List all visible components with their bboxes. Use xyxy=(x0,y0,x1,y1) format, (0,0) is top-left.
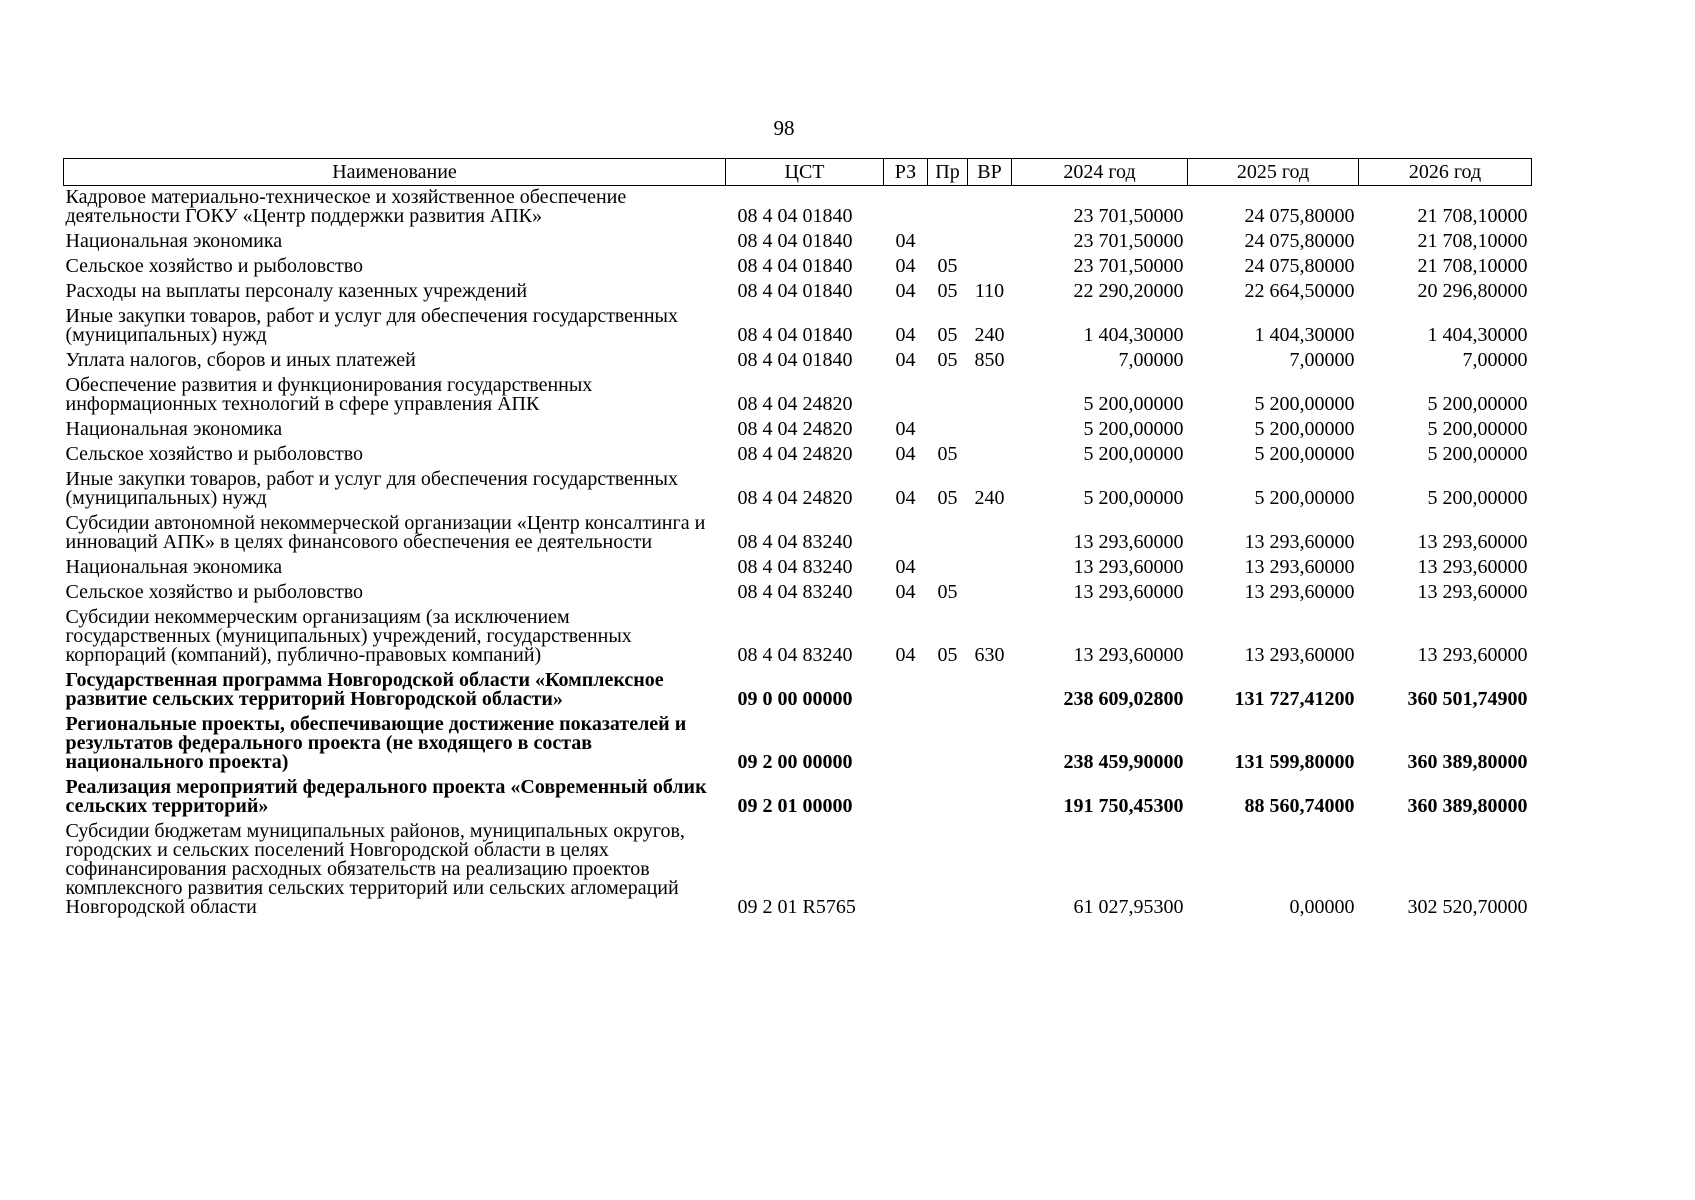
row-vr xyxy=(968,418,1012,443)
row-rz: 04 xyxy=(895,443,916,465)
row-2024: 5 200,00000 xyxy=(1083,487,1184,509)
row-2024: 13 293,60000 xyxy=(1073,581,1184,603)
row-2025: 5 200,00000 xyxy=(1254,393,1355,415)
row-2026: 5 200,00000 xyxy=(1427,393,1528,415)
header-cst: ЦСТ xyxy=(726,159,884,186)
row-2026: 5 200,00000 xyxy=(1427,418,1528,440)
row-vr xyxy=(968,230,1012,255)
row-2025: 7,00000 xyxy=(1289,349,1355,371)
row-2024: 23 701,50000 xyxy=(1073,255,1184,277)
row-2025: 13 293,60000 xyxy=(1244,644,1355,666)
row-vr: 240 xyxy=(974,487,1005,509)
row-2025: 13 293,60000 xyxy=(1244,531,1355,553)
row-2024: 5 200,00000 xyxy=(1083,418,1184,440)
row-cst: 08 4 04 24820 xyxy=(737,487,853,509)
row-2025: 22 664,50000 xyxy=(1244,280,1355,302)
row-rz: 04 xyxy=(895,581,916,603)
table-row xyxy=(64,418,1532,443)
table-row xyxy=(64,230,1532,255)
row-pr xyxy=(928,230,968,255)
row-cst: 09 2 01 00000 xyxy=(737,795,853,817)
row-name: Субсидии бюджетам муниципальных районов, муниципальных округов, городских и сельских поселений Новгородской области в целях софинансирования расходных обязательств на реализацию проектов комплексного развития сельских территорий или сельских агломераций Новгородской области xyxy=(65,820,685,918)
row-2024: 238 609,02800 xyxy=(1063,688,1184,710)
row-2025: 13 293,60000 xyxy=(1244,581,1355,603)
header-2025: 2025 год xyxy=(1188,159,1359,186)
row-name: Национальная экономика xyxy=(65,230,283,252)
row-pr: 05 xyxy=(937,443,958,465)
row-2025: 5 200,00000 xyxy=(1254,443,1355,465)
row-2024: 5 200,00000 xyxy=(1083,443,1184,465)
table-row xyxy=(64,820,1532,921)
row-rz xyxy=(884,776,928,820)
row-2024: 238 459,90000 xyxy=(1063,751,1184,773)
row-cst: 09 2 01 R5765 xyxy=(737,896,856,918)
row-rz: 04 xyxy=(895,418,916,440)
row-name: Национальная экономика xyxy=(65,556,283,578)
row-pr xyxy=(928,556,968,581)
row-rz: 04 xyxy=(895,487,916,509)
row-name: Региональные проекты, обеспечивающие достижение показателей и результатов федерального проекта (не входящего в состав национального проекта) xyxy=(65,713,687,773)
row-rz xyxy=(884,374,928,418)
row-vr xyxy=(968,255,1012,280)
row-pr xyxy=(928,374,968,418)
row-name: Иные закупки товаров, работ и услуг для обеспечения государственных (муниципальных) нужд xyxy=(65,468,678,509)
row-name: Субсидии автономной некоммерческой организации «Центр консалтинга и инноваций АПК» в целях финансового обеспечения ее деятельности xyxy=(65,512,706,553)
row-name: Субсидии некоммерческим организациям (за исключением государственных (муниципальных) учреждений, государственных корпораций (компаний), публично-правовых компаний) xyxy=(65,606,632,666)
row-pr: 05 xyxy=(937,280,958,302)
row-vr xyxy=(968,512,1012,556)
row-2025: 13 293,60000 xyxy=(1244,556,1355,578)
row-name: Расходы на выплаты персоналу казенных учреждений xyxy=(65,280,528,302)
row-name: Обеспечение развития и функционирования государственных информационных технологий в сфере управления АПК xyxy=(65,374,593,415)
row-vr xyxy=(968,713,1012,776)
header-2026: 2026 год xyxy=(1359,159,1532,186)
row-name: Уплата налогов, сборов и иных платежей xyxy=(65,349,416,371)
row-cst: 08 4 04 01840 xyxy=(737,230,853,252)
header-rz: РЗ xyxy=(884,159,928,186)
row-2025: 5 200,00000 xyxy=(1254,487,1355,509)
row-rz: 04 xyxy=(895,324,916,346)
row-vr: 240 xyxy=(974,324,1005,346)
row-2025: 5 200,00000 xyxy=(1254,418,1355,440)
row-2026: 7,00000 xyxy=(1462,349,1528,371)
row-name: Национальная экономика xyxy=(65,418,283,440)
row-pr xyxy=(928,669,968,713)
row-cst: 08 4 04 83240 xyxy=(737,581,853,603)
row-pr: 05 xyxy=(937,324,958,346)
row-2024: 13 293,60000 xyxy=(1073,556,1184,578)
row-2026: 21 708,10000 xyxy=(1417,205,1528,227)
row-cst: 08 4 04 01840 xyxy=(737,349,853,371)
table-row xyxy=(64,443,1532,468)
row-rz xyxy=(884,820,928,921)
row-2024: 191 750,45300 xyxy=(1063,795,1184,817)
table-row xyxy=(64,713,1532,776)
row-2024: 1 404,30000 xyxy=(1083,324,1184,346)
row-2024: 61 027,95300 xyxy=(1073,896,1184,918)
table-row xyxy=(64,669,1532,713)
row-2024: 23 701,50000 xyxy=(1073,230,1184,252)
row-2024: 13 293,60000 xyxy=(1073,531,1184,553)
row-name: Иные закупки товаров, работ и услуг для обеспечения государственных (муниципальных) нужд xyxy=(65,305,678,346)
table-header-row xyxy=(64,159,1532,186)
row-2026: 13 293,60000 xyxy=(1417,556,1528,578)
row-cst: 08 4 04 83240 xyxy=(737,556,853,578)
row-vr xyxy=(968,669,1012,713)
row-2026: 13 293,60000 xyxy=(1417,581,1528,603)
row-rz: 04 xyxy=(895,280,916,302)
row-cst: 09 2 00 00000 xyxy=(737,751,853,773)
table-row xyxy=(64,581,1532,606)
row-2026: 13 293,60000 xyxy=(1417,644,1528,666)
row-pr xyxy=(928,820,968,921)
row-cst: 08 4 04 01840 xyxy=(737,280,853,302)
row-rz: 04 xyxy=(895,644,916,666)
row-vr: 110 xyxy=(974,280,1005,302)
row-2026: 360 501,74900 xyxy=(1407,688,1528,710)
row-2025: 88 560,74000 xyxy=(1244,795,1355,817)
row-rz xyxy=(884,713,928,776)
row-rz xyxy=(884,669,928,713)
row-2026: 5 200,00000 xyxy=(1427,443,1528,465)
row-pr: 05 xyxy=(937,644,958,666)
row-pr xyxy=(928,418,968,443)
row-pr: 05 xyxy=(937,487,958,509)
row-2026: 302 520,70000 xyxy=(1407,896,1528,918)
table-row xyxy=(64,349,1532,374)
row-vr xyxy=(968,556,1012,581)
row-cst: 08 4 04 83240 xyxy=(737,531,853,553)
row-rz xyxy=(884,186,928,231)
table-row xyxy=(64,374,1532,418)
table-row xyxy=(64,468,1532,512)
row-pr: 05 xyxy=(937,581,958,603)
table-row xyxy=(64,556,1532,581)
row-cst: 08 4 04 01840 xyxy=(737,255,853,277)
row-2024: 23 701,50000 xyxy=(1073,205,1184,227)
row-2024: 7,00000 xyxy=(1118,349,1184,371)
row-pr xyxy=(928,186,968,231)
row-2024: 13 293,60000 xyxy=(1073,644,1184,666)
row-2026: 360 389,80000 xyxy=(1407,795,1528,817)
row-2025: 131 599,80000 xyxy=(1234,751,1355,773)
row-cst: 08 4 04 24820 xyxy=(737,393,853,415)
row-vr xyxy=(968,374,1012,418)
row-vr xyxy=(968,186,1012,231)
row-2026: 1 404,30000 xyxy=(1427,324,1528,346)
row-cst: 08 4 04 24820 xyxy=(737,443,853,465)
row-2025: 1 404,30000 xyxy=(1254,324,1355,346)
header-vr: ВР xyxy=(968,159,1012,186)
row-cst: 08 4 04 83240 xyxy=(737,644,853,666)
row-vr: 850 xyxy=(974,349,1005,371)
row-pr: 05 xyxy=(937,349,958,371)
row-cst: 08 4 04 01840 xyxy=(737,324,853,346)
row-pr xyxy=(928,776,968,820)
header-name: Наименование xyxy=(64,159,726,186)
row-pr xyxy=(928,713,968,776)
row-vr xyxy=(968,776,1012,820)
row-2025: 24 075,80000 xyxy=(1244,255,1355,277)
row-2026: 360 389,80000 xyxy=(1407,751,1528,773)
row-pr xyxy=(928,512,968,556)
row-vr xyxy=(968,443,1012,468)
row-2025: 131 727,41200 xyxy=(1234,688,1355,710)
row-pr: 05 xyxy=(937,255,958,277)
row-2024: 5 200,00000 xyxy=(1083,393,1184,415)
row-rz: 04 xyxy=(895,556,916,578)
table-row xyxy=(64,606,1532,669)
row-2026: 21 708,10000 xyxy=(1417,230,1528,252)
row-name: Сельское хозяйство и рыболовство xyxy=(65,581,364,603)
table-body xyxy=(64,186,1532,922)
row-name: Сельское хозяйство и рыболовство xyxy=(65,443,364,465)
table-row xyxy=(64,512,1532,556)
row-rz: 04 xyxy=(895,255,916,277)
row-name: Кадровое материально-техническое и хозяйственное обеспечение деятельности ГОКУ «Центр поддержки развития АПК» xyxy=(65,186,627,227)
row-rz: 04 xyxy=(895,230,916,252)
row-2026: 13 293,60000 xyxy=(1417,531,1528,553)
row-name: Реализация мероприятий федерального проекта «Современный облик сельских территорий» xyxy=(65,776,707,817)
row-cst: 08 4 04 01840 xyxy=(737,205,853,227)
row-rz: 04 xyxy=(895,349,916,371)
table-row xyxy=(64,305,1532,349)
row-2024: 22 290,20000 xyxy=(1073,280,1184,302)
row-rz xyxy=(884,512,928,556)
row-2026: 20 296,80000 xyxy=(1417,280,1528,302)
header-2024: 2024 год xyxy=(1012,159,1188,186)
row-vr xyxy=(968,820,1012,921)
budget-table xyxy=(63,158,1532,921)
row-2025: 0,00000 xyxy=(1289,896,1355,918)
row-cst: 09 0 00 00000 xyxy=(737,688,853,710)
row-cst: 08 4 04 24820 xyxy=(737,418,853,440)
row-name: Сельское хозяйство и рыболовство xyxy=(65,255,364,277)
row-vr: 630 xyxy=(974,644,1005,666)
row-2025: 24 075,80000 xyxy=(1244,205,1355,227)
header-pr: Пр xyxy=(928,159,968,186)
row-vr xyxy=(968,581,1012,606)
row-2026: 5 200,00000 xyxy=(1427,487,1528,509)
row-2025: 24 075,80000 xyxy=(1244,230,1355,252)
page-number: 98 xyxy=(773,116,795,140)
table-row xyxy=(64,280,1532,305)
table-row xyxy=(64,776,1532,820)
row-name: Государственная программа Новгородской области «Комплексное развитие сельских территорий Новгородской области» xyxy=(65,669,664,710)
table-row xyxy=(64,186,1532,231)
row-2026: 21 708,10000 xyxy=(1417,255,1528,277)
table-row xyxy=(64,255,1532,280)
